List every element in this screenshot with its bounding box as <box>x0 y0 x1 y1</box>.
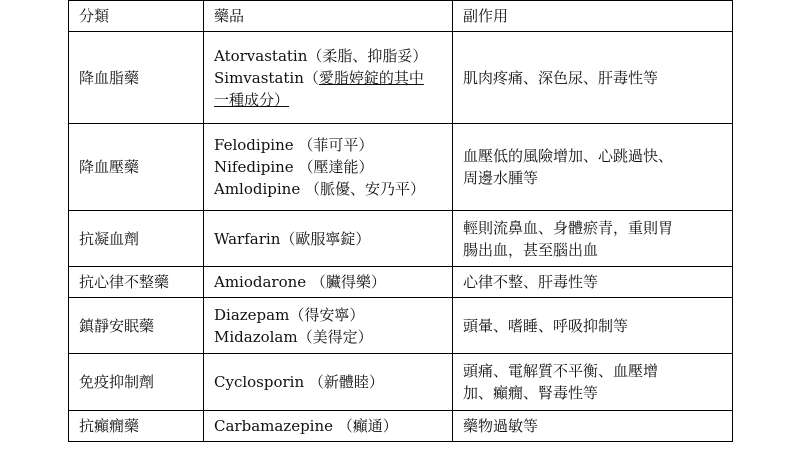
drug-cell <box>204 411 453 442</box>
side-effect-text: 肌肉疼痛、深色尿、肝毒性等 <box>463 68 659 87</box>
side-effect-text: 心律不整、肝毒性等 <box>463 273 599 291</box>
table-row <box>69 211 733 267</box>
drug-cell <box>204 298 453 354</box>
drug-name: Carbamazepine （癲通） <box>214 417 398 435</box>
category-cell: 鎮靜安眠藥 <box>69 298 204 354</box>
side-effect-cell <box>453 211 733 267</box>
side-effect-cell <box>453 32 733 124</box>
drug-name: Amlodipine （脈優、安乃平） <box>214 180 425 198</box>
drug-cell <box>204 354 453 411</box>
side-effect-cell <box>453 267 733 298</box>
table-row <box>69 32 733 124</box>
header-drug: 藥品 <box>204 1 453 32</box>
category-cell: 降血脂藥 <box>69 32 204 124</box>
side-effect-text: 腸出血，甚至腦出血 <box>463 240 599 259</box>
drug-name: Cyclosporin （新體睦） <box>214 373 384 391</box>
drug-side-effect-table <box>68 0 733 442</box>
side-effect-cell <box>453 298 733 354</box>
side-effect-text: 加、癲癇、腎毒性等 <box>463 384 599 402</box>
side-effect-cell <box>453 354 733 411</box>
side-effect-text: 頭痛、電解質不平衡、血壓增 <box>463 362 659 380</box>
side-effect-cell <box>453 124 733 211</box>
side-effect-text: 血壓低的風險增加、心跳過快、 <box>463 147 674 165</box>
header-category: 分類 <box>69 1 204 32</box>
table-row <box>69 124 733 211</box>
drug-cell <box>204 32 453 124</box>
drug-cell <box>204 211 453 267</box>
side-effect-text: 藥物過敏等 <box>463 417 539 435</box>
drug-name: Midazolam（美得定） <box>214 327 373 346</box>
drug-name: Nifedipine （壓達能） <box>214 158 374 176</box>
drug-name-continuation: 一種成分） <box>214 90 290 109</box>
side-effect-text: 周邊水腫等 <box>463 169 539 187</box>
side-effect-text: 頭暈、嗜睡、呼吸抑制等 <box>463 316 629 335</box>
category-cell: 抗凝血劑 <box>69 211 204 267</box>
drug-cell <box>204 267 453 298</box>
drug-name: Diazepam（得安寧） <box>214 305 365 324</box>
side-effect-text: 輕則流鼻血、身體瘀青，重則胃 <box>463 218 674 237</box>
header-side-effects: 副作用 <box>453 1 733 32</box>
drug-name: Amiodarone （臟得樂） <box>214 273 386 291</box>
drug-cell <box>204 124 453 211</box>
table-header-row <box>69 1 733 32</box>
drug-name: Atorvastatin（柔脂、抑脂妥） <box>214 46 428 65</box>
category-cell: 抗心律不整藥 <box>69 267 204 298</box>
category-cell: 免疫抑制劑 <box>69 354 204 411</box>
table-row <box>69 298 733 354</box>
category-cell: 降血壓藥 <box>69 124 204 211</box>
drug-name: Warfarin（歐服寧錠） <box>214 229 371 248</box>
drug-interaction-table-container <box>68 0 732 442</box>
drug-name <box>214 67 452 89</box>
category-cell: 抗癲癇藥 <box>69 411 204 442</box>
drug-name: Felodipine （菲可平） <box>214 136 374 154</box>
table-row <box>69 267 733 298</box>
table-row <box>69 411 733 442</box>
drug-name-underlined: 愛脂婷錠的其中 <box>318 68 424 87</box>
side-effect-cell <box>453 411 733 442</box>
table-row <box>69 354 733 411</box>
drug-name-prefix: Simvastatin（ <box>214 68 319 87</box>
